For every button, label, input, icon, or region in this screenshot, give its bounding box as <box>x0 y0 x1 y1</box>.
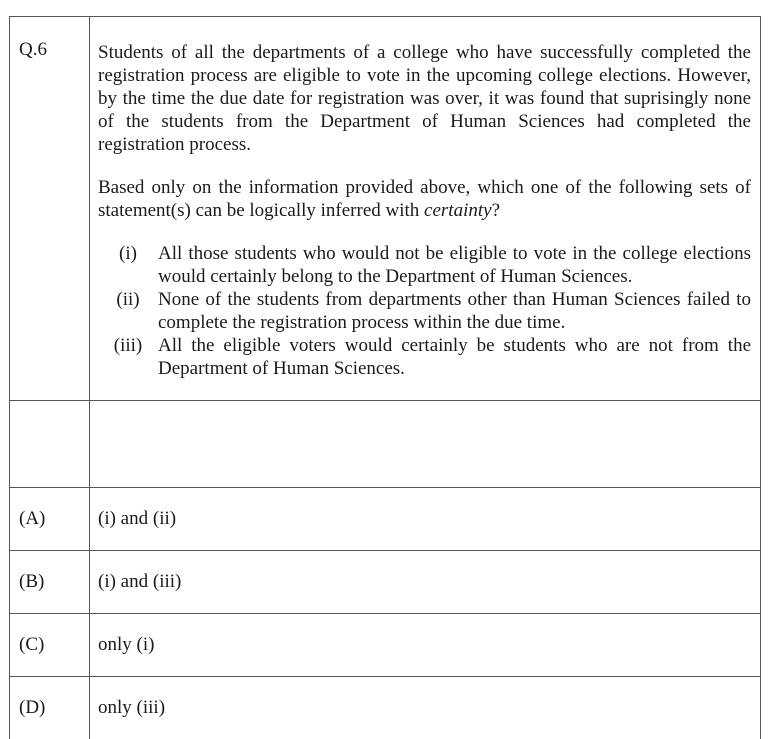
blank-row <box>10 401 761 488</box>
statement-list <box>98 242 751 400</box>
option-label-cell <box>10 488 90 551</box>
statement-i <box>98 242 751 288</box>
statement-label: (i) <box>98 242 158 288</box>
statement-ii <box>98 288 751 334</box>
statement-label: (iii) <box>98 334 158 380</box>
option-label: (B) <box>19 571 44 592</box>
option-b[interactable] <box>10 551 761 614</box>
blank-cell <box>90 401 761 488</box>
statement-text: None of the students from departments other than Human Sciences failed to complete the registration process within the due time. <box>158 288 751 334</box>
question-paragraph-1: Students of all the departments of a college who have successfully completed the registration process are eligible to vote in the upcoming college elections. However, by the time the due date for registration was over, it was found that suprisingly none of the students from the Department of Human Sciences had completed the registration process. <box>98 41 751 156</box>
statement-text: All those students who would not be eligible to vote in the college elections would certainly belong to the Department of Human Sciences. <box>158 242 751 288</box>
option-text-cell <box>90 551 761 614</box>
statement-label: (ii) <box>98 288 158 334</box>
option-text-cell <box>90 677 761 739</box>
option-text-cell <box>90 614 761 677</box>
question-number-cell <box>10 17 90 401</box>
question-table <box>9 16 761 739</box>
statement-text: All the eligible voters would certainly be students who are not from the Department of Human Sciences. <box>158 334 751 380</box>
paragraph-2-emphasis: certainty <box>424 200 492 221</box>
paragraph-2-end: ? <box>492 200 500 221</box>
question-row <box>10 17 761 401</box>
option-label: (C) <box>19 634 44 655</box>
option-text: (i) and (iii) <box>98 571 181 592</box>
question-number: Q.6 <box>19 39 47 60</box>
option-label: (D) <box>19 697 45 718</box>
option-label: (A) <box>19 508 45 529</box>
option-c[interactable] <box>10 614 761 677</box>
option-label-cell <box>10 551 90 614</box>
option-d[interactable] <box>10 677 761 739</box>
option-text: only (iii) <box>98 697 165 718</box>
paragraph-2-text: Based only on the information provided above, which one of the following sets of statement(s) can be logically inferred with <box>98 177 751 221</box>
option-label-cell <box>10 677 90 739</box>
blank-cell <box>10 401 90 488</box>
statement-iii <box>98 334 751 380</box>
option-label-cell <box>10 614 90 677</box>
option-text: only (i) <box>98 634 154 655</box>
option-text: (i) and (ii) <box>98 508 176 529</box>
question-paragraph-2 <box>98 176 751 222</box>
option-text-cell <box>90 488 761 551</box>
question-body-cell <box>90 17 761 401</box>
option-a[interactable] <box>10 488 761 551</box>
